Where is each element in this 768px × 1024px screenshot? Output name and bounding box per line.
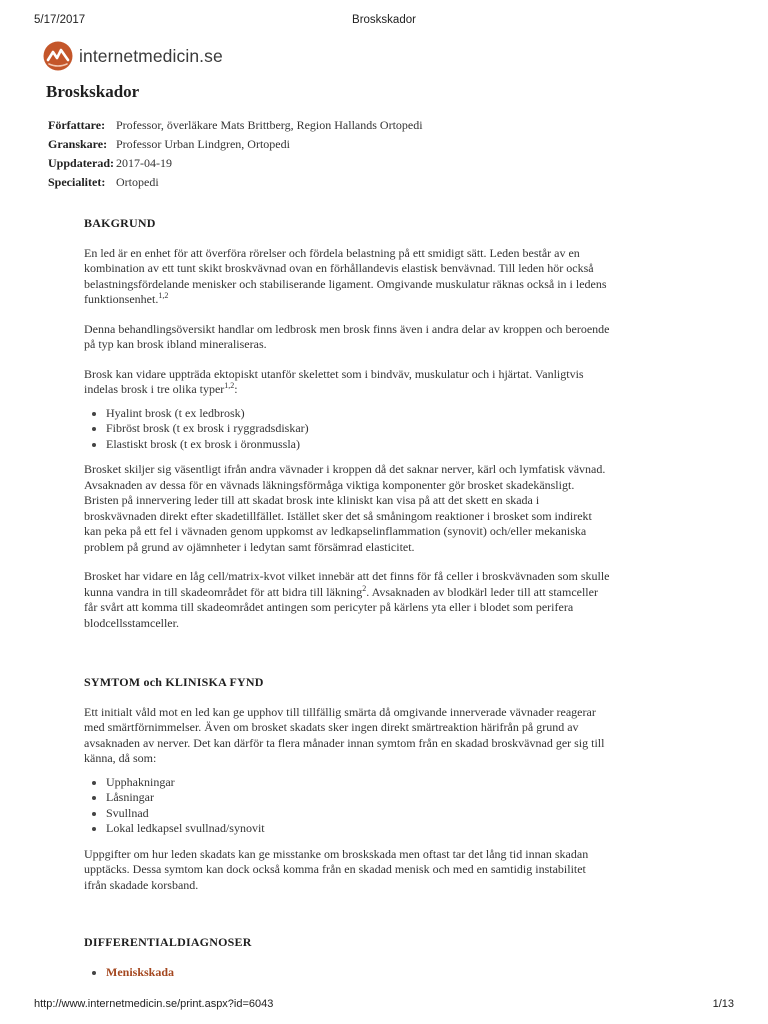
- cartilage-types-list: [84, 406, 610, 453]
- paragraph-text: . Avsaknaden av blodkärl leder till att stamceller får svårt att komma till skadeområdet antingen som pericyter på kärlens yta eller i blodet som perifera blodcellsstamceller.: [84, 584, 598, 630]
- paragraph: Denna behandlingsöversikt handlar om ledbrosk men brosk finns även i andra delar av kroppen och beroende på typ kan brosk ibland mineraliseras.: [84, 321, 610, 351]
- paragraph: [84, 367, 610, 398]
- print-footer: [34, 998, 734, 1012]
- paragraph: Ett initialt våld mot en led kan ge upphov till tillfällig smärta då omgivande innerverade vävnader reagerar med smärtförnimmelser. Även om brosket skadats sker ingen direkt smärtreaktion härifrån på grund av avsaknaden av nerver. Det kan därför ta flera månader innan symtom från en skadad broskvävnad ger sig till känna, då som:: [84, 704, 605, 765]
- list-item: Elastiskt brosk (t ex brosk i öronmussla): [84, 437, 610, 453]
- brand-name: internetmedicin.se: [79, 45, 223, 66]
- meta-row-author: [48, 118, 423, 137]
- list-item: Fibröst brosk (t ex brosk i ryggradsdiskar): [84, 421, 610, 437]
- list-item: [84, 965, 610, 981]
- section-heading-differential: DIFFERENTIALDIAGNOSER: [84, 935, 252, 949]
- meta-value: 2017-04-19: [116, 156, 172, 170]
- list-item: Hyalint brosk (t ex ledbrosk): [84, 406, 610, 422]
- meta-key: Uppdaterad:: [48, 156, 115, 170]
- section-heading-symtom: SYMTOM och KLINISKA FYND: [84, 675, 264, 689]
- meta-value: Ortopedi: [116, 175, 159, 189]
- paragraph-text: :: [234, 382, 238, 396]
- list-item: Låsningar: [84, 790, 610, 806]
- paragraph-text: Brosk kan vidare uppträda ektopiskt utanför skelettet som i bindväv, muskulatur och i hjärtat. Vanligtvis indelas brosk i tre olika typer: [84, 366, 584, 396]
- paragraph-text: Brosket har vidare en låg cell/matrix-kvot vilket innebär att det finns för få celler i broskvävnaden som skulle kunna vandra in till skadeområdet för att bidra till läkning: [84, 569, 610, 599]
- meta-row-updated: [48, 156, 423, 175]
- reference[interactable]: 1,2: [224, 381, 235, 390]
- meta-key: Specialitet:: [48, 175, 106, 189]
- meta-row-reviewer: [48, 137, 423, 156]
- print-header: [34, 14, 734, 30]
- differential-list: [84, 965, 610, 981]
- print-doc-title: Broskskador: [352, 14, 416, 26]
- reference[interactable]: 1,2: [158, 291, 169, 300]
- paragraph: Brosket skiljer sig väsentligt ifrån andra vävnader i kroppen då det saknar nerver, kärl och lymfatisk vävnad. Avsaknaden av dessa för en vävnads läkningsförmåga viktiga komponenter gör brosket skadekänsligt. Bristen på innervering leder till att skadat brosk inte kliniskt kan visa på att det skett en skada i broskvävnaden direkt efter skadetillfället. Istället sker det så småningom reaktioner i brosket som indirekt kan peka på ett fel i vävnaden genom uppkomst av ledkapselinflammation (synovit) och/eller mekaniska problem på grund av ojämnheter i ledytan samt försämrad elasticitet.: [84, 462, 606, 554]
- meniskskada-link[interactable]: Meniskskada: [106, 964, 175, 979]
- article-meta: [48, 118, 423, 194]
- section-heading-bakgrund: BAKGRUND: [84, 216, 156, 230]
- paragraph: Uppgifter om hur leden skadats kan ge misstanke om broskskada men oftast tar det lång tid innan skadan upptäcks. Dessa symtom kan dock också komma från en skadad menisk och med en samtidig instabilitet ifrån skadade korsband.: [84, 846, 589, 892]
- print-url: http://www.internetmedicin.se/print.aspx?id=6043: [34, 998, 274, 1010]
- paragraph: [84, 246, 610, 308]
- list-item: Lokal ledkapsel svullnad/synovit: [84, 821, 610, 837]
- article-content: [84, 216, 610, 980]
- paragraph: [84, 569, 610, 631]
- meta-row-specialty: [48, 175, 423, 194]
- print-date: 5/17/2017: [34, 14, 86, 26]
- meta-key: Författare:: [48, 118, 106, 132]
- list-item: Svullnad: [84, 806, 610, 822]
- meta-key: Granskare:: [48, 137, 108, 151]
- symptom-list: [84, 775, 610, 837]
- page-number: 1/13: [712, 998, 734, 1010]
- reference[interactable]: 2: [362, 583, 367, 593]
- site-logo[interactable]: [43, 40, 223, 72]
- logo-icon: [43, 41, 73, 71]
- list-item: Upphakningar: [84, 775, 610, 791]
- page-title: Broskskador: [46, 82, 140, 101]
- meta-value: Professor, överläkare Mats Brittberg, Region Hallands Ortopedi: [116, 118, 423, 132]
- meta-value: Professor Urban Lindgren, Ortopedi: [116, 137, 290, 151]
- paragraph-text: En led är en enhet för att överföra rörelser och fördela belastning på ett smidigt sätt. Leden består av en kombination av ett tunt skikt broskvävnad ovan en förhållandevis elastisk benvävnad. Till leden hör också belastningsfördelande menisker och stabiliserande ligament. Omgivande muskulatur räknas också in i ledens funktionsenhet.: [84, 245, 607, 306]
